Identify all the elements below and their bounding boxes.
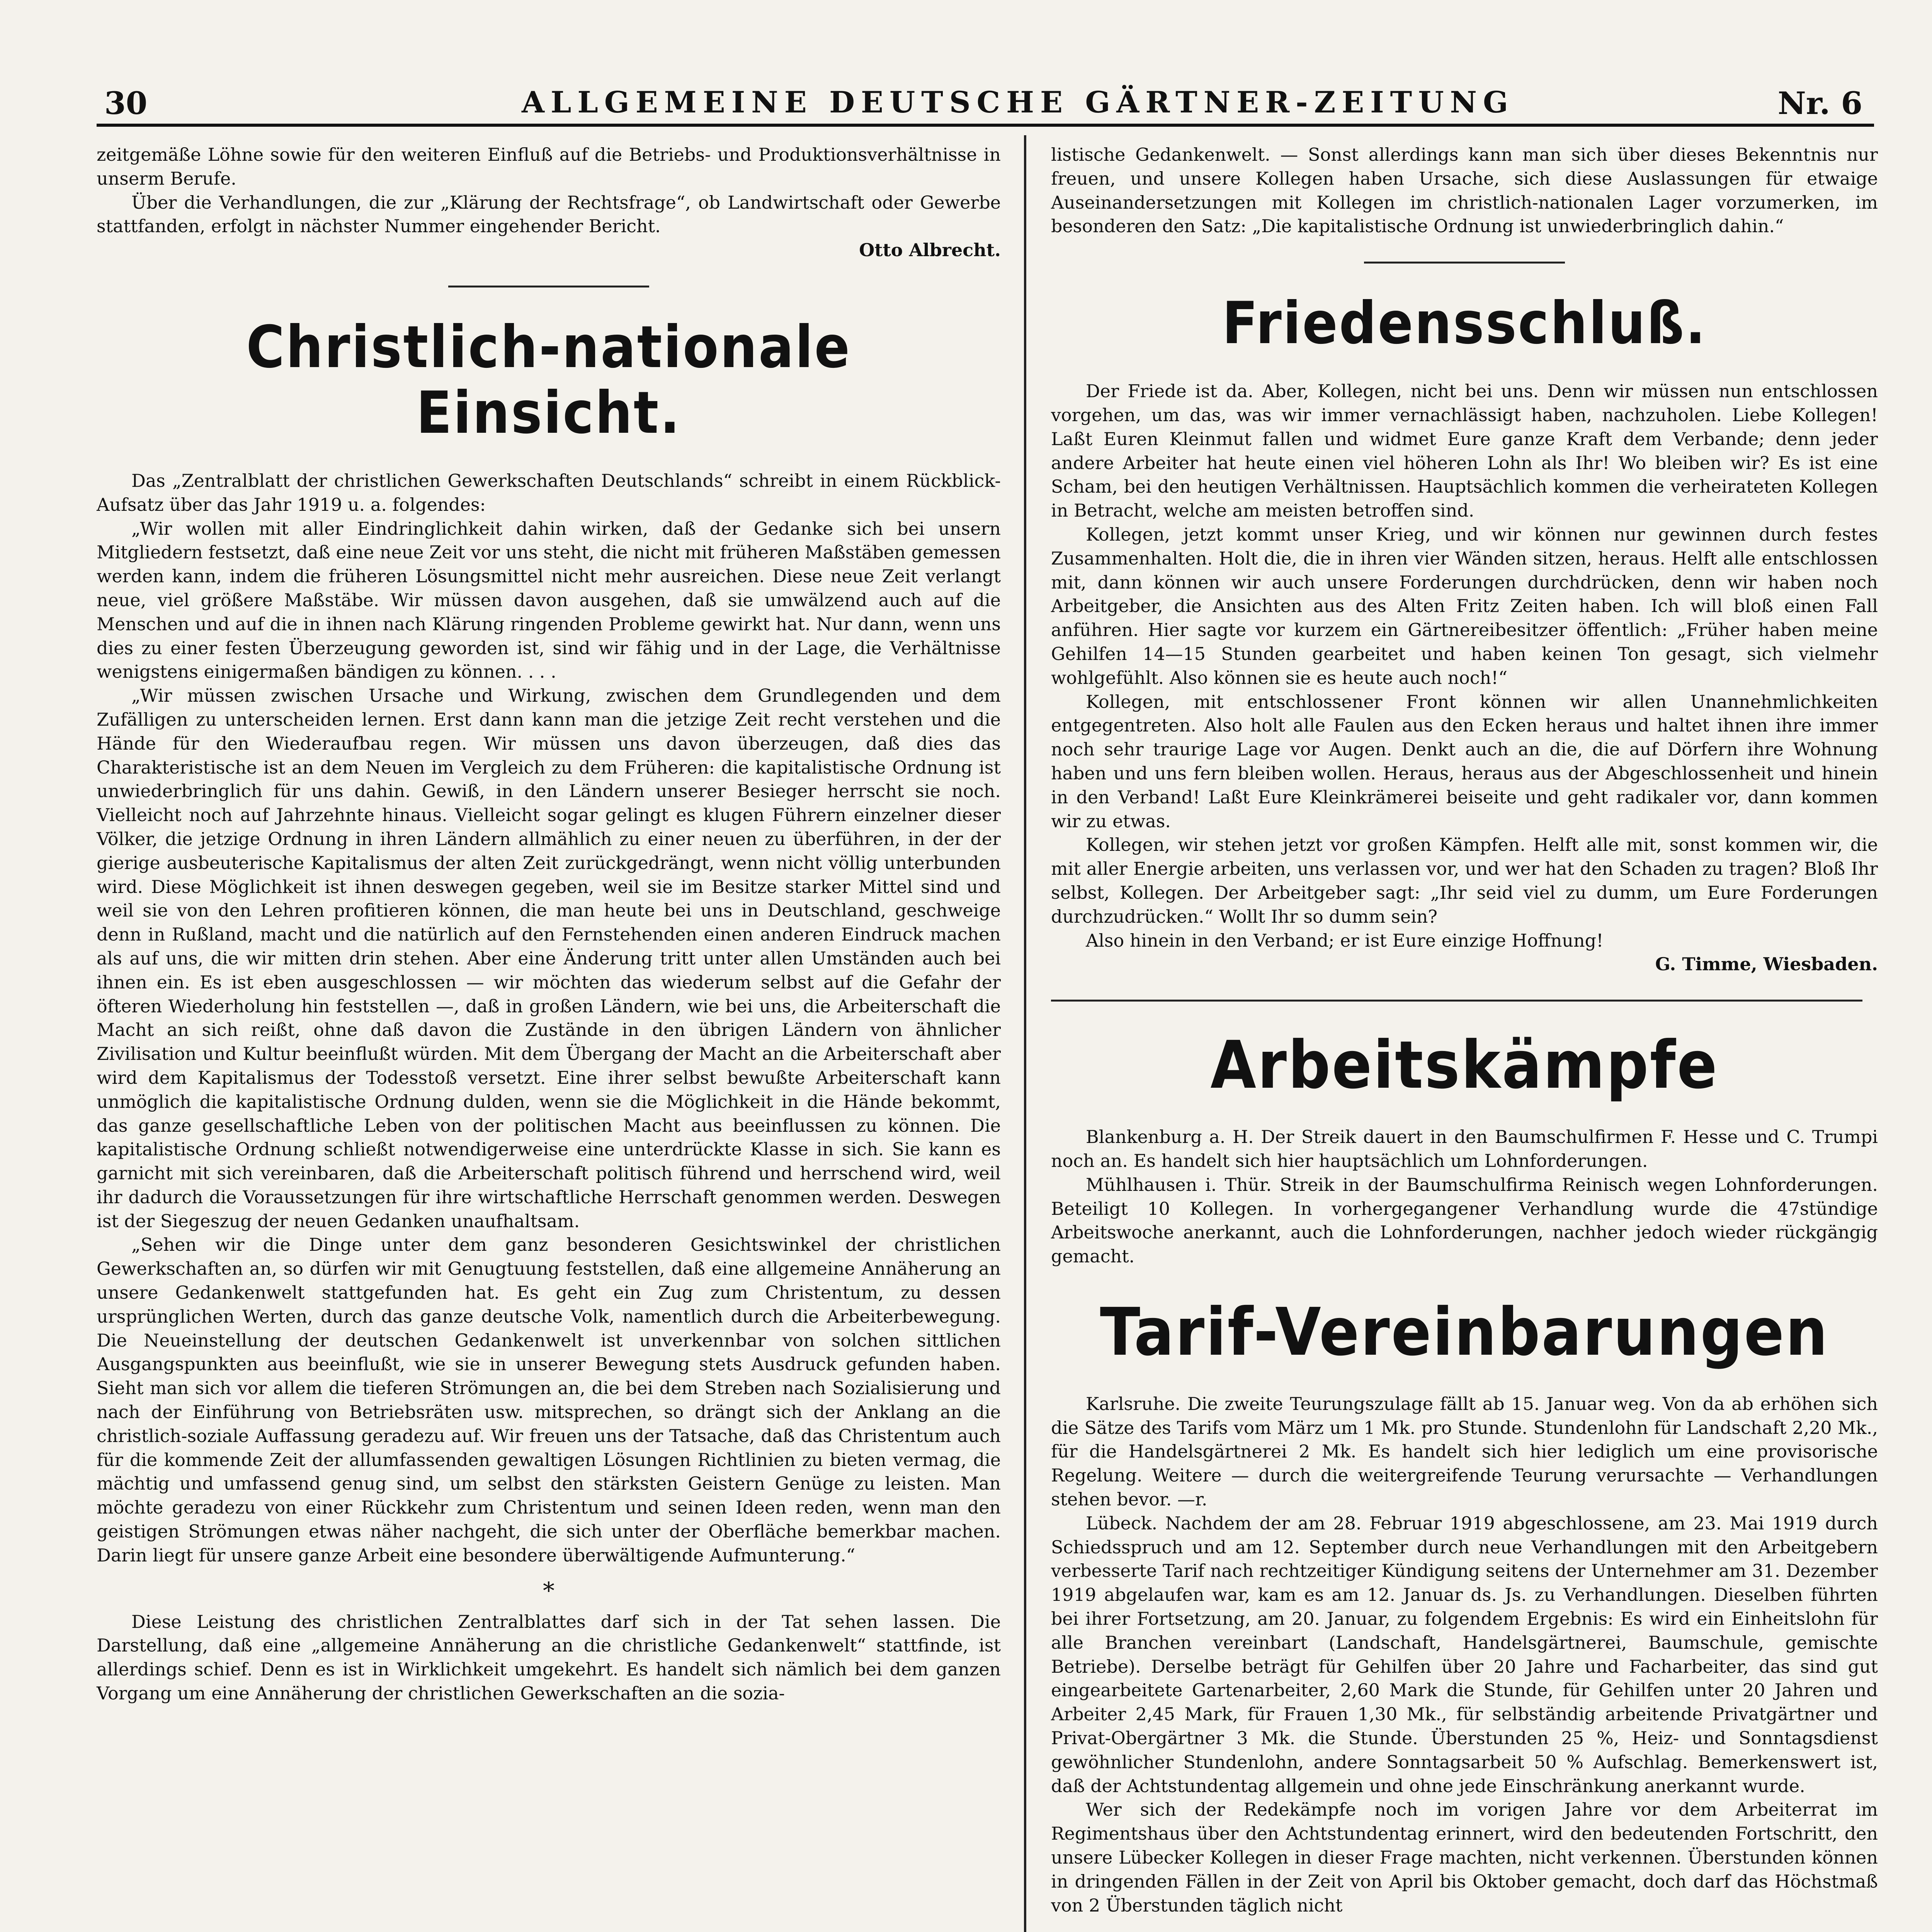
right-column	[1051, 143, 1878, 1917]
section-rule	[1051, 1000, 1862, 1002]
issue-number: Nr. 6	[1777, 85, 1862, 121]
page-number: 30	[104, 85, 148, 121]
article-paragraph: Der Friede ist da. Aber, Kollegen, nicht bei uns. Denn wir müssen nun entschlossen vorgehen, um das, was wir immer vernachlässigt haben, nachzuholen. Liebe Kollegen! Laßt Euren Kleinmut fallen und widmet Eure ganze Kraft dem Verbande; denn jeder andere Arbeiter hat heute einen viel höheren Lohn als Ihr! Wo bleiben wir? Es ist eine Scham, bei den heutigen Verhältnissen. Hauptsächlich kommen die verheirateten Kollegen in Betracht, welche am meisten betroffen sind.	[1051, 381, 1878, 521]
continuation-paragraph: listische Gedankenwelt. — Sonst allerdings kann man sich über dieses Bekenntnis nur freuen, und unsere Kollegen haben Ursache, sich diese Auslassungen für etwaige Auseinandersetzungen mit Kollegen im christlich-nationalen Lager vorzumerken, im besonderen den Satz: „Die kapitalistische Ordnung ist unwiederbringlich dahin.“	[1051, 144, 1878, 237]
article-title-christlich: Christlich-nationale Einsicht.	[246, 313, 851, 447]
column-divider	[1024, 135, 1026, 1932]
article-paragraph: Karlsruhe. Die zweite Teurungszulage fällt ab 15. Januar weg. Von da ab erhöhen sich die Sätze des Tarifs vom März um 1 Mk. pro Stunde. Stundenlohn für Landschaft 2,20 Mk., für die Handelsgärtnerei 2 Mk. Es handelt sich hier lediglich um eine provisorische Regelung. Weitere — durch die weitergreifende Teurung verursachte — Verhandlungen stehen bevor. —r.	[1051, 1393, 1878, 1510]
section-star: *	[543, 1577, 554, 1604]
newspaper-title: ALLGEMEINE DEUTSCHE GÄRTNER-ZEITUNG	[522, 85, 1514, 119]
article-paragraph: Kollegen, wir stehen jetzt vor großen Kämpfen. Helft alle mit, sonst kommen wir, die mit aller Energie arbeiten, uns verlassen vor, und wer hat den Schaden zu tragen? Bloß Ihr selbst, Kollegen. Der Arbeitgeber sagt: „Ihr seid viel zu dumm, um Eure Forderungen durchzudrücken.“ Wollt Ihr so dumm sein?	[1051, 834, 1878, 927]
page-header	[97, 77, 1874, 127]
article-paragraph: Also hinein in den Verband; er ist Eure einzige Hoffnung!	[1086, 930, 1604, 951]
article-title-tarif: Tarif-Vereinbarungen	[1100, 1294, 1829, 1371]
intro-paragraph: Über die Verhandlungen, die zur „Klärung der Rechtsfrage“, ob Landwirtschaft oder Gewerbe stattfanden, erfolgt in nächster Nummer eingehender Bericht.	[97, 192, 1001, 237]
article-paragraph: Blankenburg a. H. Der Streik dauert in den Baumschulfirmen F. Hesse und C. Trumpi noch an. Es handelt sich hier hauptsächlich um Lohnforderungen.	[1051, 1126, 1878, 1171]
article-title-friedensschluss: Friedensschluß.	[1222, 290, 1707, 357]
article-paragraph: „Wir wollen mit aller Eindringlichkeit dahin wirken, daß der Gedanke sich bei unsern Mitgliedern festsetzt, daß eine neue Zeit vor uns steht, die nicht mit früheren Maßstäben gemessen werden kann, indem die früheren Lösungsmittel nicht mehr ausreichen. Diese neue Zeit verlangt neue, viel größere Maßstäbe. Wir müssen davon ausgehen, daß sie umwälzend auch auf die Menschen und auf die in ihnen nach Klärung ringenden Probleme gewirkt hat. Nur dann, wenn uns dies zu einer festen Überzeugung geworden ist, sind wir fähig und in der Lage, die Verhältnisse wenigstens einigermaßen bändigen zu können. . . .	[97, 518, 1001, 682]
article-paragraph: Diese Leistung des christlichen Zentralblattes darf sich in der Tat sehen lassen. Die Darstellung, daß eine „allgemeine Annäherung an die christliche Gedankenwelt“ stattfinde, ist allerdings schief. Denn es ist in Wirklichkeit umgekehrt. Es handelt sich nämlich bei dem ganzen Vorgang um eine Annäherung der christlichen Gewerkschaften an die sozia-	[97, 1611, 1001, 1704]
article-paragraph: Wer sich der Redekämpfe noch im vorigen Jahre vor dem Arbeiterrat im Regimentshaus über den Achtstundentag erinnert, wird den bedeutenden Fortschritt, den unsere Lübecker Kollegen in dieser Frage machten, nicht verkennen. Überstunden können in dringenden Fällen in der Zeit von April bis Oktober gemacht, doch darf das Höchstmaß von 2 Überstunden täglich nicht	[1051, 1799, 1878, 1916]
section-rule	[448, 286, 649, 287]
article-signature: G. Timme, Wiesbaden.	[1655, 954, 1878, 975]
intro-paragraph: zeitgemäße Löhne sowie für den weiteren Einfluß auf die Betriebs- und Produktionsverhältnisse in unserm Berufe.	[97, 144, 1001, 189]
article-paragraph: Lübeck. Nachdem der am 28. Februar 1919 abgeschlossene, am 23. Mai 1919 durch Schiedsspruch und am 12. September durch neue Verhandlungen mit den Arbeitgebern verbesserte Tarif nach rechtzeitiger Kündigung seitens der Unternehmer am 31. Dezember 1919 abgelaufen war, kam es am 12. Januar ds. Js. zu Verhandlungen. Dieselben führten bei ihrer Fortsetzung, am 20. Januar, zu folgendem Ergebnis: Es wird ein Einheitslohn für alle Branchen vereinbart (Landschaft, Handelsgärtnerei, Baumschule, gemischte Betriebe). Derselbe beträgt für Gehilfen über 20 Jahre und Facharbeiter, das sind gut eingearbeitete Gartenarbeiter, 2,60 Mark die Stunde, für Gehilfen unter 20 Jahren und Arbeiter 2,45 Mark, für Frauen 1,30 Mk., für selbständig arbeitende Privatgärtner und Privat-Obergärtner 3 Mk. die Stunde. Überstunden 25 %, Heiz- und Sonntagsdienst gewöhnlicher Stundenlohn, andere Sonntagsarbeit 50 % Aufschlag. Bemerkenswert ist, daß der Achtstundentag allgemein und ohne jede Einschränkung anerkannt wurde.	[1051, 1512, 1878, 1796]
left-column	[97, 143, 1001, 1706]
article-paragraph: Kollegen, jetzt kommt unser Krieg, und wir können nur gewinnen durch festes Zusammenhalten. Holt die, die in ihren vier Wänden sitzen, heraus. Helft alle entschlossen mit, dann können wir auch unsere Forderungen durchdrücken, denn wir haben noch Arbeitgeber, die Ansichten aus des Alten Fritz Zeiten haben. Ich will bloß einen Fall anführen. Hier sagte vor kurzem ein Gärtnereibesitzer öffentlich: „Früher haben meine Gehilfen 14—15 Stunden gearbeitet und haben keinen Ton gesagt, sich vielmehr wohlgefühlt. Also können sie es heute auch noch!“	[1051, 524, 1878, 688]
section-rule	[1364, 262, 1565, 264]
article-paragraph: Das „Zentralblatt der christlichen Gewerkschaften Deutschlands“ schreibt in einem Rückblick-Aufsatz über das Jahr 1919 u. a. folgendes:	[97, 470, 1001, 515]
intro-signature: Otto Albrecht.	[859, 240, 1001, 261]
article-paragraph: Kollegen, mit entschlossener Front können wir allen Unannehmlichkeiten entgegentreten. Also holt alle Faulen aus den Ecken heraus und haltet ihnen ihre immer noch sehr traurige Lage vor Augen. Denkt auch an die, die auf Dörfern ihre Wohnung haben und uns fern bleiben wollen. Heraus, heraus aus der Abgeschlossenheit und hinein in den Verband! Laßt Eure Kleinkrämerei beiseite und geht radikaler vor, dann kommen wir zu etwas.	[1051, 691, 1878, 832]
article-paragraph: Mühlhausen i. Thür. Streik in der Baumschulfirma Reinisch wegen Lohnforderungen. Beteiligt 10 Kollegen. In vorhergegangener Verhandlung wurde die 47stündige Arbeitswoche anerkannt, auch die Lohnforderungen, nachher jedoch wieder rückgängig gemacht.	[1051, 1174, 1878, 1267]
article-paragraph: „Sehen wir die Dinge unter dem ganz besonderen Gesichtswinkel der christlichen Gewerkschaften an, so dürfen wir mit Genugtuung feststellen, daß eine allgemeine Annäherung an unsere Gedankenwelt stattgefunden hat. Es geht ein Zug zum Christentum, zu dessen ursprünglichen Werten, durch das ganze deutsche Volk, namentlich durch die Arbeiterbewegung. Die Neueinstellung der deutschen Gedankenwelt ist unverkennbar von solchen sittlichen Ausgangspunkten aus beeinflußt, wie sie in unserer Bewegung stets Ausdruck gefunden haben. Sieht man sich vor allem die tieferen Strömungen an, die bei dem Streben nach Sozialisierung und nach der Einführung von Betriebsräten usw. mitsprechen, so drängt sich der Anklang an die christlich-soziale Auffassung geradezu auf. Wir freuen uns der Tatsache, daß das Christentum auch für die kommende Zeit der allumfassenden gewaltigen Lösungen Richtlinien zu bieten vermag, die mächtig und umfassend genug sind, um selbst den stärksten Geistern Genüge zu leisten. Man möchte geradezu von einer Rückkehr zum Christentum und seinen Ideen reden, wenn man den geistigen Strömungen etwas näher nachgeht, die sich unter der Oberfläche bemerkbar machen. Darin liegt für unsere ganze Arbeit eine besondere überwältigende Aufmunterung.“	[97, 1234, 1001, 1566]
article-title-arbeitskaempfe: Arbeitskämpfe	[1210, 1027, 1719, 1104]
article-paragraph: „Wir müssen zwischen Ursache und Wirkung, zwischen dem Grundlegenden und dem Zufälligen zu unterscheiden lernen. Erst dann kann man die jetzige Zeit recht verstehen und die Hände für den Wiederaufbau regen. Wir müssen uns davon überzeugen, daß dies das Charakteristische ist an dem Neuen im Vergleich zu dem Früheren: die kapitalistische Ordnung ist unwiederbringlich für uns dahin. Gewiß, in den Ländern unserer Besieger herrscht sie noch. Vielleicht noch auf Jahrzehnte hinaus. Vielleicht sogar gelingt es klugen Führern einzelner dieser Völker, die jetzige Ordnung in ihren Ländern allmählich zu einer neuen zu überführen, in der der gierige ausbeuterische Kapitalismus der alten Zeit zurückgedrängt, wenn nicht völlig unterbunden wird. Diese Möglichkeit ist ihnen deswegen gegeben, weil sie im Besitze starker Mittel sind und weil sie von den Lehren profitieren können, die man heute bei uns in Deutschland, geschweige denn in Rußland, macht und die natürlich auf den Fernstehenden einen anderen Eindruck machen als auf uns, die wir mitten drin stehen. Aber eine Änderung tritt unter allen Umständen auch bei ihnen ein. Es ist eben ausgeschlossen — wir möchten das wiederum selbst auf die Gefahr der öfteren Wiederholung hin feststellen —, daß in großen Ländern, wie bei uns, die Arbeiterschaft die Macht an sich reißt, ohne daß davon die Zustände in den übrigen Ländern von ähnlicher Zivilisation und Kultur beeinflußt würden. Mit dem Übergang der Macht an die Arbeiterschaft aber wird dem Kapitalismus der Todesstoß versetzt. Eine ihrer selbst bewußte Arbeiterschaft kann unmöglich die kapitalistische Ordnung dulden, wenn sie die Möglichkeit in die Hände bekommt, das ganze gesellschaftliche Leben von der politischen Macht aus beeinflussen zu können. Die kapitalistische Ordnung schließt notwendigerweise eine unterdrückte Klasse in sich. Sie kann es garnicht mit sich vereinbaren, daß die Arbeiterschaft politisch führend und herrschend wird, weil ihr dadurch die Voraussetzungen für ihre wirtschaftliche Herrschaft genommen werden. Deswegen ist der Siegeszug der neuen Gedanken unaufhaltsam.	[97, 685, 1001, 1231]
